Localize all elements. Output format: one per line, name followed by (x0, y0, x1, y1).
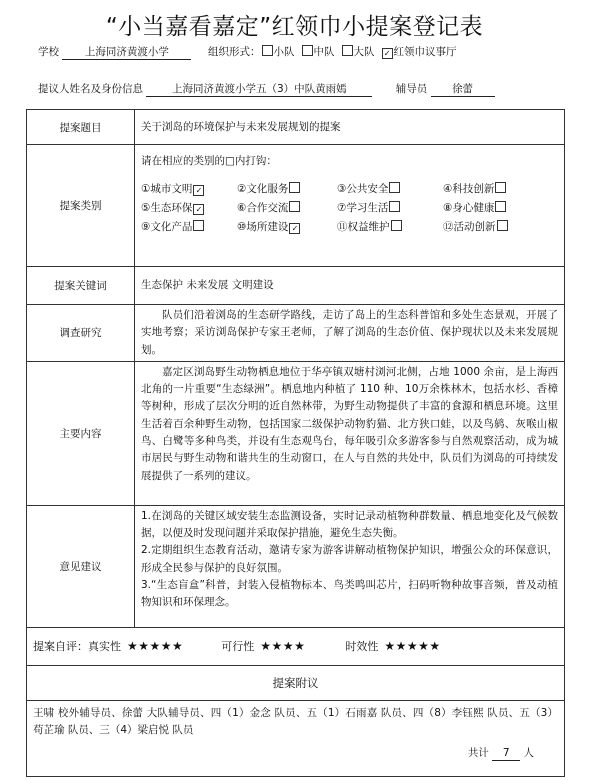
counselor-label: 辅导员 (395, 83, 428, 95)
category-number: ⑥ (237, 202, 247, 214)
category-option-label: 身心健康 (452, 202, 495, 214)
eval-timeliness-stars[interactable]: ★★★★★ (384, 639, 441, 654)
checkbox-icon[interactable] (495, 182, 506, 193)
proposer-line (38, 81, 495, 97)
total-suffix: 人 (523, 746, 534, 759)
category-number: ③ (337, 183, 347, 195)
checkbox-icon[interactable] (497, 220, 508, 231)
topic-field[interactable]: 关于浏岛的环境保护与未来发展规划的提案 (141, 120, 341, 133)
eval-feasibility-stars[interactable]: ★★★★ (260, 639, 306, 654)
checkbox-icon[interactable] (193, 220, 204, 231)
category-number: ④ (443, 183, 453, 195)
org-options (261, 46, 463, 58)
org-option[interactable] (301, 46, 335, 58)
research-field[interactable]: 队员们沿着浏岛的生态研学路线，走访了岛上的生态科普馆和多处生态景观，开展了实地考察；采访浏岛保护专家王老师，了解了浏岛的生态价值、保护现状以及未来发展规划。 (141, 309, 558, 356)
category-number: ② (237, 183, 247, 195)
checkbox-icon[interactable] (289, 201, 300, 212)
suggestion-item: 1.在浏岛的关键区域安装生态监测设备，实时记录动植物种群数量、栖息地变化及气候数据，以便及时发现问题并采取保护措施，避免生态失衡。 (141, 509, 558, 540)
org-option-label: 大队 (353, 46, 375, 58)
proposal-table (26, 109, 565, 777)
org-option-label: 小队 (273, 46, 295, 58)
cosign-total (27, 739, 564, 761)
school-line (38, 44, 463, 60)
org-option-label: 红领巾议事厅 (393, 46, 457, 58)
category-options (135, 181, 564, 234)
proposer-field[interactable]: 上海同济黄渡小学五（3）中队黄雨嫣 (146, 83, 372, 97)
suggestions-row (27, 505, 565, 627)
category-option-label: 生态环保 (150, 202, 193, 214)
category-label: 提案类别 (27, 145, 135, 267)
research-row (27, 305, 565, 362)
category-option-label: 科技创新 (452, 183, 495, 195)
checkbox-icon[interactable] (342, 45, 353, 56)
checkbox-icon[interactable] (389, 182, 400, 193)
category-number: ⑩ (237, 221, 247, 233)
checked-box-icon[interactable]: ✓ (193, 204, 204, 215)
category-number: ⑦ (337, 202, 347, 214)
checkbox-icon[interactable] (302, 45, 313, 56)
eval-authenticity-name: 真实性 (88, 640, 121, 654)
cosigners-field[interactable]: 王啸 校外辅导员、徐蕾 大队辅导员、四（1）金念 队员、五（1）石雨嘉 队员、四（8）李钰熙 队员、五（3）苟芷瑜 队员、三（4）梁启悦 队员 (33, 706, 558, 736)
checkbox-icon[interactable] (495, 201, 506, 212)
eval-feasibility-name: 可行性 (221, 640, 255, 654)
total-prefix: 共计 (467, 746, 489, 759)
evaluation-label: 提案自评： (33, 640, 88, 654)
suggestions-field[interactable] (135, 506, 564, 614)
org-option[interactable] (381, 46, 457, 58)
checkbox-icon[interactable] (262, 45, 273, 56)
suggestions-label: 意见建议 (27, 505, 135, 627)
category-number: ⑤ (141, 202, 151, 214)
category-option[interactable] (443, 219, 543, 234)
total-count-field[interactable]: 7 (492, 747, 520, 761)
category-option[interactable] (237, 181, 337, 196)
category-number: ⑨ (141, 221, 151, 233)
category-number: ⑫ (443, 221, 454, 233)
keywords-label: 提案关键词 (27, 267, 135, 305)
org-option[interactable] (261, 46, 295, 58)
category-number: ⑪ (337, 221, 348, 233)
keywords-field[interactable]: 生态保护 未来发展 文明建设 (141, 279, 274, 291)
school-field[interactable]: 上海同济黄渡小学 (62, 46, 191, 60)
form-title: “小当嘉看嘉定”红领巾小提案登记表 (105, 14, 484, 40)
content-field[interactable]: 嘉定区浏岛野生动物栖息地位于华亭镇双塘村浏河北侧，占地 1000 余亩，是上海西北角的一片重要“生态绿洲”。栖息地内种植了 110 种、10万余株林木，包括水杉、香樟等树种，形成了层次分明的近自然林带，为野生动物提供了丰富的食源和栖息环境。这里生活着百余种野生动物，包括国家二级保护动物豹猫、北方狭口蛙，以及鸟鸫、灰喉山椒鸟、白鹭等多种鸟类，并设有生态观鸟台，每年吸引众多游客参与自然观察活动，成为城市居民与野生动物和谐共生的生动窗口，在人与自然的共处中，队员们为浏岛的可持续发展提供了一系列的建议。 (141, 365, 558, 482)
cosign-header-row (27, 665, 565, 700)
content-row (27, 361, 565, 505)
checkbox-icon[interactable] (389, 201, 400, 212)
org-option[interactable] (341, 46, 375, 58)
org-option-label: 中队 (313, 46, 335, 58)
cosign-row (27, 700, 565, 776)
category-instruction: 请在相应的类别的□内打钩： (141, 155, 277, 167)
category-option-label: 城市文明 (150, 183, 193, 195)
checkbox-icon[interactable] (289, 182, 300, 193)
topic-row (27, 110, 565, 145)
research-label: 调查研究 (27, 305, 135, 362)
category-option-label: 场所建设 (246, 221, 289, 233)
eval-authenticity-stars[interactable]: ★★★★★ (127, 639, 184, 654)
category-option-label: 活动创新 (453, 221, 496, 233)
category-option-label: 学习生活 (346, 202, 389, 214)
keywords-row (27, 267, 565, 305)
eval-timeliness-name: 时效性 (345, 640, 379, 654)
counselor-field[interactable]: 徐蕾 (431, 83, 495, 97)
topic-label: 提案题目 (27, 110, 135, 145)
category-option[interactable] (237, 219, 337, 234)
proposer-label: 提议人姓名及身份信息 (38, 83, 143, 95)
category-option[interactable] (141, 181, 237, 196)
category-number: ① (141, 183, 151, 195)
category-option-label: 公共安全 (346, 183, 389, 195)
category-row (27, 145, 565, 267)
category-option[interactable] (337, 219, 443, 234)
evaluation-row (27, 627, 565, 665)
category-option[interactable] (443, 181, 543, 196)
cosign-label: 提案附议 (27, 665, 565, 700)
category-option-label: 文化服务 (246, 183, 289, 195)
category-option-label: 合作交流 (246, 202, 289, 214)
checkbox-icon[interactable] (391, 220, 402, 231)
school-label: 学校 (38, 46, 59, 58)
category-number: ⑧ (443, 202, 453, 214)
category-option[interactable] (141, 219, 237, 234)
checked-box-icon[interactable]: ✓ (382, 48, 393, 59)
suggestion-item: 3.“生态盲盒”科普，封装入侵植物标本、鸟类鸣叫芯片，扫码听物种故事音频，普及动植物知识和环保理念。 (141, 579, 558, 609)
org-label: 组织形式： (208, 46, 261, 58)
category-option[interactable] (237, 200, 337, 215)
content-label: 主要内容 (27, 361, 135, 505)
checked-box-icon[interactable]: ✓ (289, 223, 300, 234)
category-option-label: 文化产品 (150, 221, 193, 233)
category-option[interactable] (337, 200, 443, 215)
category-option[interactable] (141, 200, 237, 215)
suggestion-item: 2.定期组织生态教育活动，邀请专家为游客讲解动植物保护知识，增强公众的环保意识，形成全民参与保护的良好氛围。 (141, 544, 558, 574)
category-option[interactable] (443, 200, 543, 215)
category-option-label: 权益维护 (347, 221, 390, 233)
evaluation-line (27, 628, 564, 665)
category-option[interactable] (337, 181, 443, 196)
checked-box-icon[interactable]: ✓ (193, 185, 204, 196)
